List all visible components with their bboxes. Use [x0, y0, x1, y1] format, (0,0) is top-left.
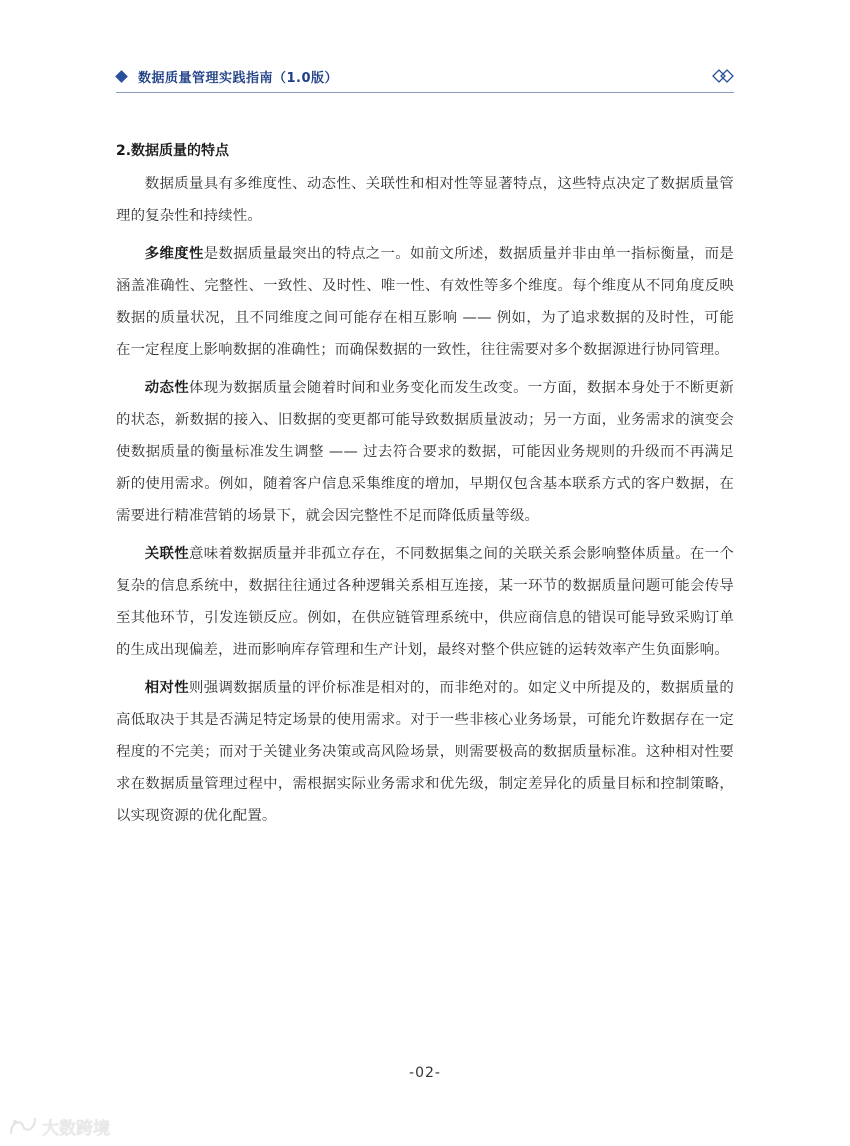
header-divider	[116, 92, 734, 93]
term-relativity: 相对性	[144, 680, 189, 696]
paragraph-intro-text: 数据质量具有多维度性、动态性、关联性和相对性等显著特点，这些特点决定了数据质量管理的复杂性和持续性。	[116, 176, 734, 224]
watermark-text: 大数跨境	[42, 1119, 110, 1139]
page-number: -02-	[409, 1065, 441, 1081]
term-dynamic: 动态性	[144, 380, 189, 396]
header-title: 数据质量管理实践指南（1.0版）	[138, 71, 339, 86]
term-relevance: 关联性	[144, 546, 189, 562]
section-title: 2.数据质量的特点	[116, 143, 230, 159]
watermark-logo-icon	[8, 1116, 38, 1136]
paragraph-relevance-text: 意味着数据质量并非孤立存在，不同数据集之间的关联关系会影响整体质量。在一个复杂的信息系统中，数据往往通过各种逻辑关系相互连接，某一环节的数据质量问题可能会传导至其他环节，引发连锁反应。例如，在供应链管理系统中，供应商信息的错误可能导致采购订单的生成出现偏差，进而影响库存管理和生产计划，最终对整个供应链的运转效率产生负面影响。	[116, 546, 734, 658]
paragraph-multidimensional	[116, 238, 734, 366]
paragraph-relevance	[116, 538, 734, 666]
paragraph-relativity	[116, 672, 734, 832]
diamond-chain-icon	[712, 66, 734, 86]
paragraph-multidimensional-text: 是数据质量最突出的特点之一。如前文所述，数据质量并非由单一指标衡量，而是涵盖准确性、完整性、一致性、及时性、唯一性、有效性等多个维度。每个维度从不同角度反映数据的质量状况，且不同维度之间可能存在相互影响 —— 例如，为了追求数据的及时性，可能在一定程度上影响数据的准确性；而确保数据的一致性，往往需要对多个数据源进行协同管理。	[116, 246, 734, 358]
paragraph-intro	[116, 168, 734, 232]
term-multidimensional: 多维度性	[144, 246, 204, 262]
watermark	[8, 1114, 138, 1138]
page-header	[116, 66, 734, 92]
paragraph-dynamic-text: 体现为数据质量会随着时间和业务变化而发生改变。一方面，数据本身处于不断更新的状态，新数据的接入、旧数据的变更都可能导致数据质量波动；另一方面，业务需求的演变会使数据质量的衡量标准发生调整 —— 过去符合要求的数据，可能因业务规则的升级而不再满足新的使用需求。例如，随着客户信息采集维度的增加，早期仅包含基本联系方式的客户数据，在需要进行精准营销的场景下，就会因完整性不足而降低质量等级。	[116, 380, 734, 524]
document-body	[116, 138, 734, 838]
diamond-bullet-icon	[115, 70, 128, 83]
paragraph-dynamic	[116, 372, 734, 532]
paragraph-relativity-text: 则强调数据质量的评价标准是相对的，而非绝对的。如定义中所提及的，数据质量的高低取决于其是否满足特定场景的使用需求。对于一些非核心业务场景，可能允许数据存在一定程度的不完美；而对于关键业务决策或高风险场景，则需要极高的数据质量标准。这种相对性要求在数据质量管理过程中，需根据实际业务需求和优先级，制定差异化的质量目标和控制策略，以实现资源的优化配置。	[116, 680, 734, 824]
